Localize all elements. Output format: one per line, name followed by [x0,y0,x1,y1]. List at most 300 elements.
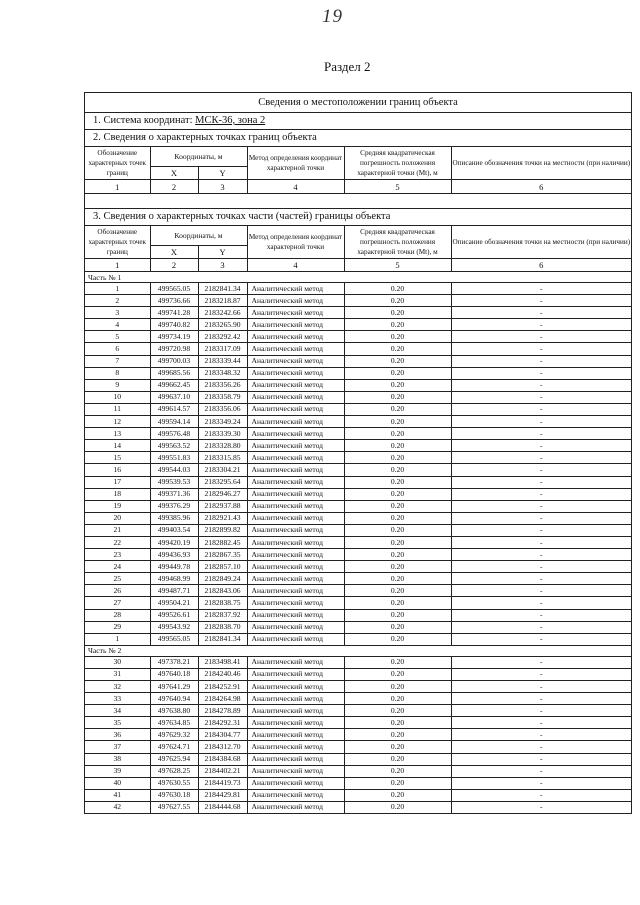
col-number: 2 [150,180,198,194]
point-id: 10 [85,391,150,403]
method-cell: Аналитический метод [247,549,344,561]
error-cell: 0.20 [344,597,451,609]
description-cell: - [451,295,631,307]
coord-x: 499420.19 [150,536,198,548]
coord-x: 499594.14 [150,416,198,428]
point-id: 3 [85,307,150,319]
col-method-label: Метод определения координат характерной точки [247,226,344,259]
col-number: 5 [344,259,451,272]
point-id: 36 [85,729,150,741]
method-cell: Аналитический метод [247,633,344,645]
col-error-label: Средняя квадратическая погрешность положения характерной точки (Mt), м [344,147,451,180]
error-cell: 0.20 [344,355,451,367]
description-cell: - [451,573,631,585]
table-row [85,765,631,777]
table-row [85,343,631,355]
error-cell: 0.20 [344,416,451,428]
method-cell: Аналитический метод [247,391,344,403]
method-cell: Аналитический метод [247,621,344,633]
error-cell: 0.20 [344,464,451,476]
table-row [85,789,631,801]
description-cell: - [451,789,631,801]
table-row [85,668,631,680]
point-id: 30 [85,656,150,668]
col-error-label: Средняя квадратическая погрешность положения характерной точки (Mt), м [344,226,451,259]
coord-y: 2183358.79 [198,391,247,403]
coord-y: 2183315.85 [198,452,247,464]
table-row [85,705,631,717]
table-row [85,452,631,464]
point-id: 23 [85,549,150,561]
description-cell: - [451,801,631,813]
coord-x: 499436.93 [150,549,198,561]
coord-y: 2183349.24 [198,416,247,428]
point-id: 17 [85,476,150,488]
coordinate-system-row [85,113,631,130]
table-row [85,391,631,403]
point-id: 24 [85,561,150,573]
coord-y: 2183265.90 [198,319,247,331]
table-row [85,512,631,524]
coord-y: 2183348.32 [198,367,247,379]
method-cell: Аналитический метод [247,416,344,428]
point-id: 2 [85,295,150,307]
error-cell: 0.20 [344,476,451,488]
coord-x: 499376.29 [150,500,198,512]
method-cell: Аналитический метод [247,668,344,680]
method-cell: Аналитический метод [247,705,344,717]
coord-x: 497378.21 [150,656,198,668]
error-cell: 0.20 [344,668,451,680]
description-cell: - [451,765,631,777]
coord-x: 499449.78 [150,561,198,573]
point-id: 39 [85,765,150,777]
method-cell: Аналитический метод [247,319,344,331]
coord-x: 499385.96 [150,512,198,524]
method-cell: Аналитический метод [247,343,344,355]
description-cell: - [451,464,631,476]
coord-y: 2184304.77 [198,729,247,741]
method-cell: Аналитический метод [247,656,344,668]
point-id: 14 [85,440,150,452]
coord-x: 497640.94 [150,693,198,705]
table-row [85,717,631,729]
point-id: 13 [85,428,150,440]
coord-y: 2183242.66 [198,307,247,319]
description-cell: - [451,668,631,680]
error-cell: 0.20 [344,777,451,789]
table-row [85,500,631,512]
method-cell: Аналитический метод [247,753,344,765]
error-cell: 0.20 [344,512,451,524]
error-cell: 0.20 [344,609,451,621]
coord-x: 497641.29 [150,681,198,693]
coord-y: 2183218.87 [198,295,247,307]
description-cell: - [451,379,631,391]
point-id: 16 [85,464,150,476]
table-row [85,319,631,331]
coord-y: 2184278.89 [198,705,247,717]
point-id: 38 [85,753,150,765]
col-point-label: Обозначение характерных точек границ [85,147,150,180]
method-cell: Аналитический метод [247,488,344,500]
point-id: 40 [85,777,150,789]
method-cell: Аналитический метод [247,440,344,452]
coord-x: 499487.71 [150,585,198,597]
col-number: 2 [150,259,198,272]
section-spacer [85,194,631,209]
coord-x: 499504.21 [150,597,198,609]
coord-x: 499576.48 [150,428,198,440]
table-row [85,681,631,693]
coord-y: 2182838.75 [198,597,247,609]
method-cell: Аналитический метод [247,331,344,343]
table-heading: Сведения о местоположении границ объекта [85,93,631,113]
description-cell: - [451,416,631,428]
coord-y: 2184252.91 [198,681,247,693]
parts-heading: 3. Сведения о характерных точках части (частей) границы объекта [85,209,631,226]
error-cell: 0.20 [344,391,451,403]
table-row [85,464,631,476]
coord-x: 499371.36 [150,488,198,500]
point-id: 4 [85,319,150,331]
coord-x: 499685.56 [150,367,198,379]
coord-y: 2184384.68 [198,753,247,765]
col-description-label: Описание обозначения точки на местности (при наличии) [451,147,631,180]
table-row [85,488,631,500]
col-number: 1 [85,180,150,194]
table-row [85,440,631,452]
col-number: 3 [198,259,247,272]
description-cell: - [451,367,631,379]
point-id: 1 [85,633,150,645]
coord-y: 2183304.21 [198,464,247,476]
point-id: 12 [85,416,150,428]
method-cell: Аналитический метод [247,307,344,319]
coord-y: 2182937.88 [198,500,247,512]
coord-y: 2184429.81 [198,789,247,801]
coord-x: 497628.25 [150,765,198,777]
col-number: 4 [247,259,344,272]
table-row [85,609,631,621]
part-group-row [85,272,631,283]
col-coords-label: Координаты, м [150,226,247,246]
col-coords-label: Координаты, м [150,147,247,167]
coord-y: 2184240.46 [198,668,247,680]
table-row [85,549,631,561]
error-cell: 0.20 [344,319,451,331]
point-id: 25 [85,573,150,585]
description-cell: - [451,549,631,561]
description-cell: - [451,319,631,331]
coord-x: 499637.10 [150,391,198,403]
error-cell: 0.20 [344,440,451,452]
method-cell: Аналитический метод [247,524,344,536]
coord-y: 2182946.27 [198,488,247,500]
coord-y: 2184419.73 [198,777,247,789]
col-number: 6 [451,180,631,194]
description-cell: - [451,355,631,367]
table-row [85,597,631,609]
coord-y: 2182882.45 [198,536,247,548]
coord-y: 2182841.34 [198,283,247,295]
coord-y: 2182843.06 [198,585,247,597]
description-cell: - [451,656,631,668]
coord-y: 2183356.26 [198,379,247,391]
error-cell: 0.20 [344,729,451,741]
error-cell: 0.20 [344,428,451,440]
col-number: 6 [451,259,631,272]
description-cell: - [451,753,631,765]
description-cell: - [451,428,631,440]
table-row [85,656,631,668]
coord-x: 499614.57 [150,403,198,415]
error-cell: 0.20 [344,367,451,379]
boundary-info-table [84,92,632,814]
coord-y: 2183328.80 [198,440,247,452]
col-number: 1 [85,259,150,272]
point-id: 18 [85,488,150,500]
description-cell: - [451,585,631,597]
method-cell: Аналитический метод [247,777,344,789]
error-cell: 0.20 [344,633,451,645]
description-cell: - [451,343,631,355]
description-cell: - [451,717,631,729]
table-row [85,307,631,319]
description-cell: - [451,777,631,789]
point-id: 5 [85,331,150,343]
method-cell: Аналитический метод [247,609,344,621]
coord-x: 497630.18 [150,789,198,801]
coord-x: 499700.03 [150,355,198,367]
description-cell: - [451,307,631,319]
description-cell: - [451,693,631,705]
table-row [85,573,631,585]
col-method-label: Метод определения координат характерной точки [247,147,344,180]
coord-x: 499543.92 [150,621,198,633]
coord-x: 499740.82 [150,319,198,331]
coord-y: 2184444.68 [198,801,247,813]
table-row [85,476,631,488]
error-cell: 0.20 [344,549,451,561]
table-row [85,524,631,536]
error-cell: 0.20 [344,343,451,355]
method-cell: Аналитический метод [247,476,344,488]
description-cell: - [451,476,631,488]
point-id: 26 [85,585,150,597]
coord-x: 499565.05 [150,283,198,295]
description-cell: - [451,524,631,536]
table-row [85,331,631,343]
boundary-points-heading: 2. Сведения о характерных точках границ объекта [85,130,631,147]
col-number: 5 [344,180,451,194]
coord-x: 499662.45 [150,379,198,391]
error-cell: 0.20 [344,561,451,573]
method-cell: Аналитический метод [247,295,344,307]
col-y-label: Y [198,246,247,259]
description-cell: - [451,729,631,741]
point-id: 35 [85,717,150,729]
description-cell: - [451,403,631,415]
error-cell: 0.20 [344,705,451,717]
point-id: 20 [85,512,150,524]
error-cell: 0.20 [344,452,451,464]
description-cell: - [451,440,631,452]
coord-x: 499544.03 [150,464,198,476]
point-id: 29 [85,621,150,633]
method-cell: Аналитический метод [247,765,344,777]
coord-y: 2184292.31 [198,717,247,729]
table-row [85,777,631,789]
col-x-label: X [150,167,198,180]
method-cell: Аналитический метод [247,512,344,524]
table-row [85,367,631,379]
col-number: 4 [247,180,344,194]
error-cell: 0.20 [344,524,451,536]
point-id: 21 [85,524,150,536]
col-y-label: Y [198,167,247,180]
coord-y: 2184264.98 [198,693,247,705]
table-row [85,379,631,391]
table-row [85,621,631,633]
coord-x: 497640.18 [150,668,198,680]
table-row [85,693,631,705]
col-point-label: Обозначение характерных точек границ [85,226,150,259]
coord-x: 499720.98 [150,343,198,355]
method-cell: Аналитический метод [247,573,344,585]
description-cell: - [451,597,631,609]
coord-y: 2182857.10 [198,561,247,573]
coord-x: 499551.83 [150,452,198,464]
method-cell: Аналитический метод [247,367,344,379]
coord-x: 499563.52 [150,440,198,452]
error-cell: 0.20 [344,307,451,319]
point-id: 32 [85,681,150,693]
coord-x: 497629.32 [150,729,198,741]
error-cell: 0.20 [344,789,451,801]
table-row [85,561,631,573]
table-row [85,416,631,428]
col-number: 3 [198,180,247,194]
table-row [85,355,631,367]
description-cell: - [451,536,631,548]
coord-y: 2184312.70 [198,741,247,753]
method-cell: Аналитический метод [247,536,344,548]
table-row [85,741,631,753]
description-cell: - [451,391,631,403]
error-cell: 0.20 [344,717,451,729]
error-cell: 0.20 [344,656,451,668]
coord-x: 497638.80 [150,705,198,717]
description-cell: - [451,561,631,573]
method-cell: Аналитический метод [247,379,344,391]
coord-x: 499403.54 [150,524,198,536]
coord-x: 499468.99 [150,573,198,585]
coord-y: 2182841.34 [198,633,247,645]
coord-y: 2183339.30 [198,428,247,440]
description-cell: - [451,512,631,524]
part-group-row [85,645,631,656]
page-number: 19 [322,6,343,27]
coord-x: 499736.66 [150,295,198,307]
coordinate-system-value: МСК-36, зона 2 [195,115,266,126]
point-id: 28 [85,609,150,621]
method-cell: Аналитический метод [247,561,344,573]
error-cell: 0.20 [344,500,451,512]
error-cell: 0.20 [344,295,451,307]
point-id: 7 [85,355,150,367]
method-cell: Аналитический метод [247,681,344,693]
error-cell: 0.20 [344,379,451,391]
parts-points-table [85,226,631,814]
error-cell: 0.20 [344,681,451,693]
table-row [85,729,631,741]
coord-x: 499526.61 [150,609,198,621]
table-row [85,753,631,765]
method-cell: Аналитический метод [247,597,344,609]
coord-y: 2183295.64 [198,476,247,488]
error-cell: 0.20 [344,331,451,343]
column-number-row [85,259,631,272]
coord-y: 2182899.82 [198,524,247,536]
boundary-points-table [85,147,631,194]
point-id: 6 [85,343,150,355]
column-number-row [85,180,631,194]
method-cell: Аналитический метод [247,452,344,464]
table-row [85,283,631,295]
coord-y: 2182867.35 [198,549,247,561]
description-cell: - [451,741,631,753]
error-cell: 0.20 [344,488,451,500]
table-row [85,585,631,597]
table-row [85,403,631,415]
point-id: 9 [85,379,150,391]
coord-y: 2182921.43 [198,512,247,524]
method-cell: Аналитический метод [247,283,344,295]
point-id: 1 [85,283,150,295]
method-cell: Аналитический метод [247,464,344,476]
method-cell: Аналитический метод [247,717,344,729]
table-row [85,295,631,307]
coord-x: 497634.85 [150,717,198,729]
point-id: 19 [85,500,150,512]
error-cell: 0.20 [344,403,451,415]
error-cell: 0.20 [344,621,451,633]
coord-y: 2183317.09 [198,343,247,355]
method-cell: Аналитический метод [247,741,344,753]
error-cell: 0.20 [344,753,451,765]
description-cell: - [451,500,631,512]
method-cell: Аналитический метод [247,355,344,367]
coord-y: 2183498.41 [198,656,247,668]
description-cell: - [451,621,631,633]
error-cell: 0.20 [344,536,451,548]
table-row [85,801,631,813]
coord-y: 2183339.44 [198,355,247,367]
point-id: 8 [85,367,150,379]
point-id: 33 [85,693,150,705]
point-id: 11 [85,403,150,415]
col-x-label: X [150,246,198,259]
coord-y: 2182849.24 [198,573,247,585]
method-cell: Аналитический метод [247,403,344,415]
point-id: 31 [85,668,150,680]
method-cell: Аналитический метод [247,693,344,705]
error-cell: 0.20 [344,585,451,597]
error-cell: 0.20 [344,573,451,585]
method-cell: Аналитический метод [247,585,344,597]
coord-x: 497627.55 [150,801,198,813]
